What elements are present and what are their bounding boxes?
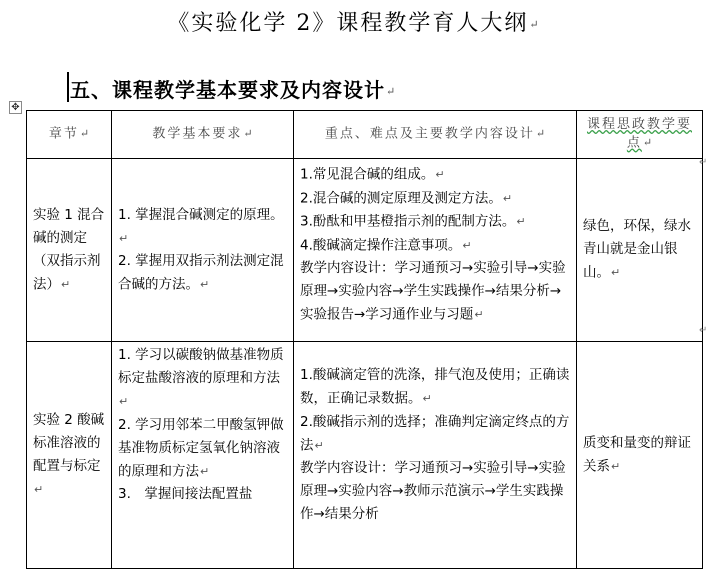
requirements-cell <box>112 159 294 342</box>
row-end-mark: ↵ <box>699 157 707 168</box>
requirement-item: 2. 学习用邻苯二甲酸氢钾做基准物质标定氢氧化钠溶液的原理和方法↵ <box>118 416 284 479</box>
content-item: 教学内容设计：学习通预习→实验引导→实验原理→实验内容→学生实践操作→结果分析→实验报告→学习通作业与习题↵ <box>300 260 566 323</box>
header-chapter: 章节↵ <box>27 111 112 159</box>
chapter-cell: 实验 1 混合碱的测定（双指示剂法）↵ <box>27 159 112 342</box>
section-heading: 五、课程教学基本要求及内容设计↵ <box>70 78 396 102</box>
syllabus-table <box>26 110 703 569</box>
table-header-row <box>27 111 703 159</box>
requirement-item: 2. 掌握用双指示剂法测定混合碱的方法。↵ <box>118 253 284 293</box>
content-cell <box>294 159 577 342</box>
content-item: 4.酸碱滴定操作注意事项。↵ <box>300 237 472 253</box>
content-item: 3.酚酞和甲基橙指示剂的配制方法。↵ <box>300 213 526 230</box>
content-item: 1.常见混合碱的组成。↵ <box>300 166 445 183</box>
ideology-cell: 绿色，环保，绿水青山就是金山银山。↵ <box>577 159 703 342</box>
content-item: 教学内容设计：学习通预习→实验引导→实验原理→实验内容→教师示范演示→学生实践操作→结果分析 <box>300 460 566 522</box>
table-row <box>27 342 703 569</box>
content-cell <box>294 342 577 569</box>
requirements-cell <box>112 342 294 569</box>
content-item: 2.酸碱指示剂的选择；准确判定滴定终点的方法↵ <box>300 413 570 453</box>
table-row <box>27 159 703 342</box>
chapter-cell: 实验 2 酸碱标准溶液的配置与标定↵ <box>27 342 112 569</box>
requirement-item: 1. 掌握混合碱测定的原理。↵ <box>118 206 284 245</box>
header-requirements: 教学基本要求↵ <box>112 111 294 159</box>
text-cursor <box>67 72 69 102</box>
table-move-handle-icon[interactable]: ✥ <box>9 101 22 114</box>
header-ideology: 课程思政教学要点↵ <box>577 111 703 159</box>
header-content: 重点、难点及主要教学内容设计↵ <box>294 111 577 159</box>
paragraph-mark: ↵ <box>386 85 396 98</box>
ideology-cell: 质变和量变的辩证关系↵ <box>577 342 703 569</box>
requirement-item: 3. 掌握间接法配置盐 <box>118 486 253 502</box>
content-item: 2.混合碱的测定原理及测定方法。↵ <box>300 190 513 206</box>
content-item: 1.酸碱滴定管的洗涤，排气泡及使用；正确读数，正确记录数据。↵ <box>300 367 570 407</box>
requirement-item: 1. 学习以碳酸钠做基准物质标定盐酸溶液的原理和方法↵ <box>118 347 284 408</box>
paragraph-mark: ↵ <box>529 17 539 31</box>
row-end-mark: ↵ <box>699 325 707 336</box>
document-title: 《实验化学 2》课程教学育人大纲↵ <box>167 11 539 36</box>
